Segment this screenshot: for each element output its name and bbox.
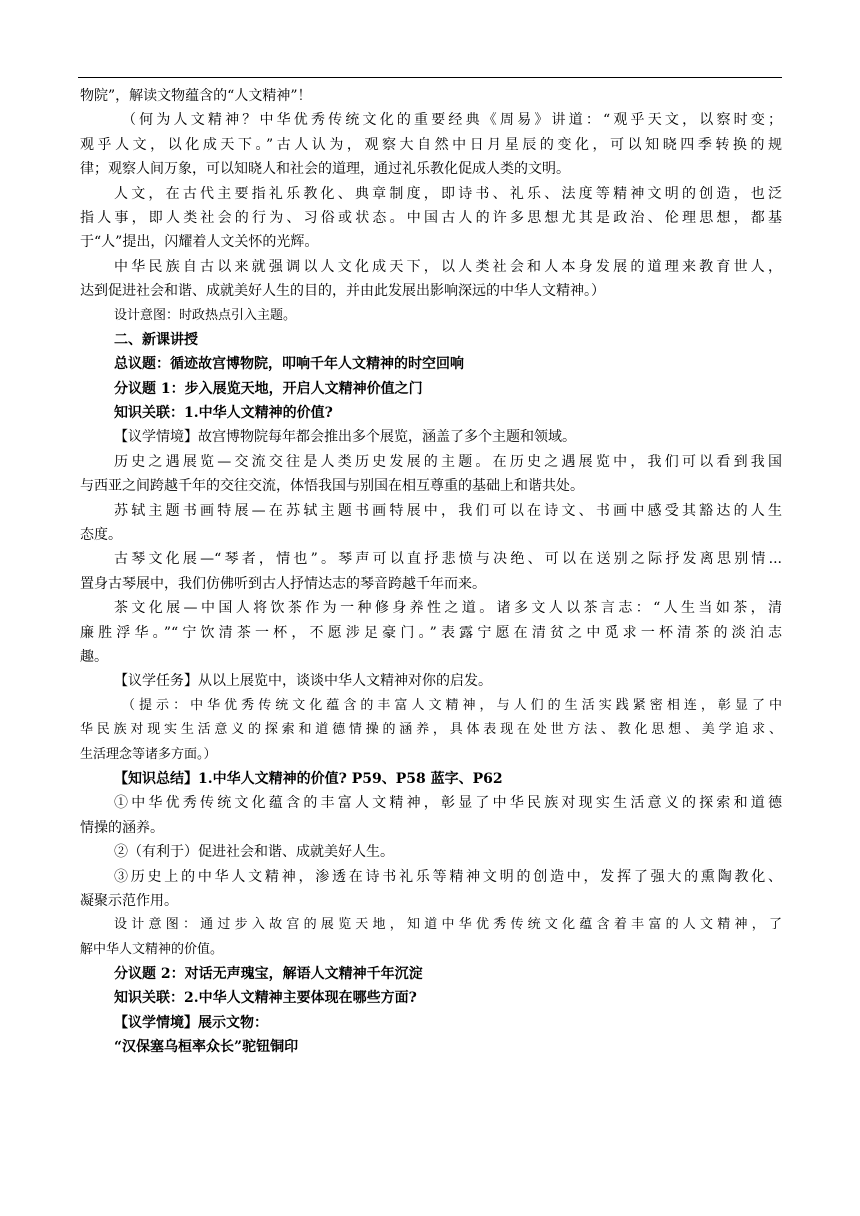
text-line: 中华民族自古以来就强调以人文化成天下，以人类社会和人本身发展的道理来教育世人， bbox=[114, 258, 782, 275]
text-line: 设计意图：通过步入故宫的展览天地，知道中华优秀传统文化蕴含着丰富的人文精神，了 bbox=[114, 917, 782, 933]
document-body bbox=[80, 84, 782, 1060]
text-line: 于“人”提出，闪耀着人文关怀的光辉。 bbox=[80, 234, 319, 251]
text-line: “汉保塞乌桓率众长”驼钮铜印 bbox=[114, 1039, 299, 1056]
text-line: 指人事，即人类社会的行为、习俗或状态。中国古人的许多思想尤其是政治、伦理思想，都基 bbox=[80, 209, 782, 226]
text-line: 情操的涵养。 bbox=[80, 819, 164, 836]
text-line: 人文，在古代主要指礼乐教化、典章制度，即诗书、礼乐、法度等精神文明的创造，也泛 bbox=[114, 185, 782, 202]
text-line: 华民族对现实生活意义的探索和道德情操的涵养，具体表现在处世方法、教化思想、美学追求、 bbox=[80, 722, 782, 738]
text-line: 历史之遇展览—交流交往是人类历史发展的主题。在历史之遇展览中，我们可以看到我国 bbox=[114, 453, 782, 470]
header-rule bbox=[78, 77, 782, 78]
text-line: ③历史上的中华人文精神，渗透在诗书礼乐等精神文明的创造中，发挥了强大的熏陶教化、 bbox=[114, 868, 782, 885]
text-line: 茶文化展—中国人将饮茶作为一种修身养性之道。诸多文人以茶言志：“人生当如茶，清 bbox=[114, 600, 782, 617]
text-line: 【议学任务】从以上展览中，谈谈中华人文精神对你的启发。 bbox=[114, 673, 492, 690]
text-line: 置身古琴展中，我们仿佛听到古人抒情达志的琴音跨越千年而来。 bbox=[80, 575, 486, 592]
text-line: 设计意图：时政热点引入主题。 bbox=[114, 307, 297, 323]
text-line: ②（有利于）促进社会和谐、成就美好人生。 bbox=[114, 844, 394, 861]
text-line: 趣。 bbox=[80, 648, 108, 665]
text-line: 态度。 bbox=[80, 527, 122, 544]
text-line: （提示：中华优秀传统文化蕴含的丰富人文精神，与人们的生活实践紧密相连，彰显了中 bbox=[122, 697, 782, 713]
text-line: （何为人文精神？中华优秀传统文化的重要经典《周易》讲道：“观乎天文，以察时变； bbox=[122, 112, 782, 129]
text-line: 苏轼主题书画特展—在苏轼主题书画特展中，我们可以在诗文、书画中感受其豁达的人生 bbox=[114, 502, 782, 519]
text-line: 知识关联：1.中华人文精神的价值? bbox=[114, 405, 333, 422]
text-line: 分议题 1：步入展览天地，开启人文精神价值之门 bbox=[114, 380, 423, 397]
text-line: 与西亚之间跨越千年的交往交流，体悟我国与别国在相互尊重的基础上和谐共处。 bbox=[80, 478, 584, 495]
text-line: 【议学情境】展示文物： bbox=[114, 1014, 268, 1031]
text-line: ①中华优秀传统文化蕴含的丰富人文精神，彰显了中华民族对现实生活意义的探索和道德 bbox=[114, 795, 782, 812]
text-line: 观乎人文，以化成天下。”古人认为，观察大自然中日月星辰的变化，可以知晓四季转换的规 bbox=[80, 136, 782, 153]
text-line: 总议题：循迹故宫博物院，叩响千年人文精神的时空回响 bbox=[114, 356, 464, 373]
text-line: 二、新课讲授 bbox=[114, 331, 198, 348]
text-line: 古琴文化展—“琴者，情也”。琴声可以直抒悲愤与决绝、可以在送别之际抒发离思别情... bbox=[114, 551, 782, 568]
text-line: 知识关联：2.中华人文精神主要体现在哪些方面? bbox=[114, 990, 417, 1007]
text-line: 律；观察人间万象，可以知晓人和社会的道理，通过礼乐教化促成人类的文明。 bbox=[80, 161, 570, 178]
text-line: 凝聚示范作用。 bbox=[80, 892, 178, 909]
text-line: 生活理念等诸多方面。） bbox=[80, 746, 217, 762]
text-line: 达到促进社会和谐、成就美好人生的目的，并由此发展出影响深远的中华人文精神。） bbox=[80, 283, 605, 300]
text-line: 解中华人文精神的价值。 bbox=[80, 941, 224, 957]
text-line: 分议题 2：对话无声瑰宝，解语人文精神千年沉淀 bbox=[114, 966, 423, 983]
text-line: 廉胜浮华。”“宁饮清茶一杯，不愿涉足豪门。”表露宁愿在清贫之中觅求一杯清茶的淡泊志 bbox=[80, 624, 782, 641]
text-line: 物院”，解读文物蕴含的“人文精神”！ bbox=[80, 88, 312, 104]
text-line: 【知识总结】1.中华人文精神的价值? P59、P58 蓝字、P62 bbox=[114, 770, 503, 787]
text-line: 【议学情境】故宫博物院每年都会推出多个展览，涵盖了多个主题和领域。 bbox=[114, 429, 576, 446]
